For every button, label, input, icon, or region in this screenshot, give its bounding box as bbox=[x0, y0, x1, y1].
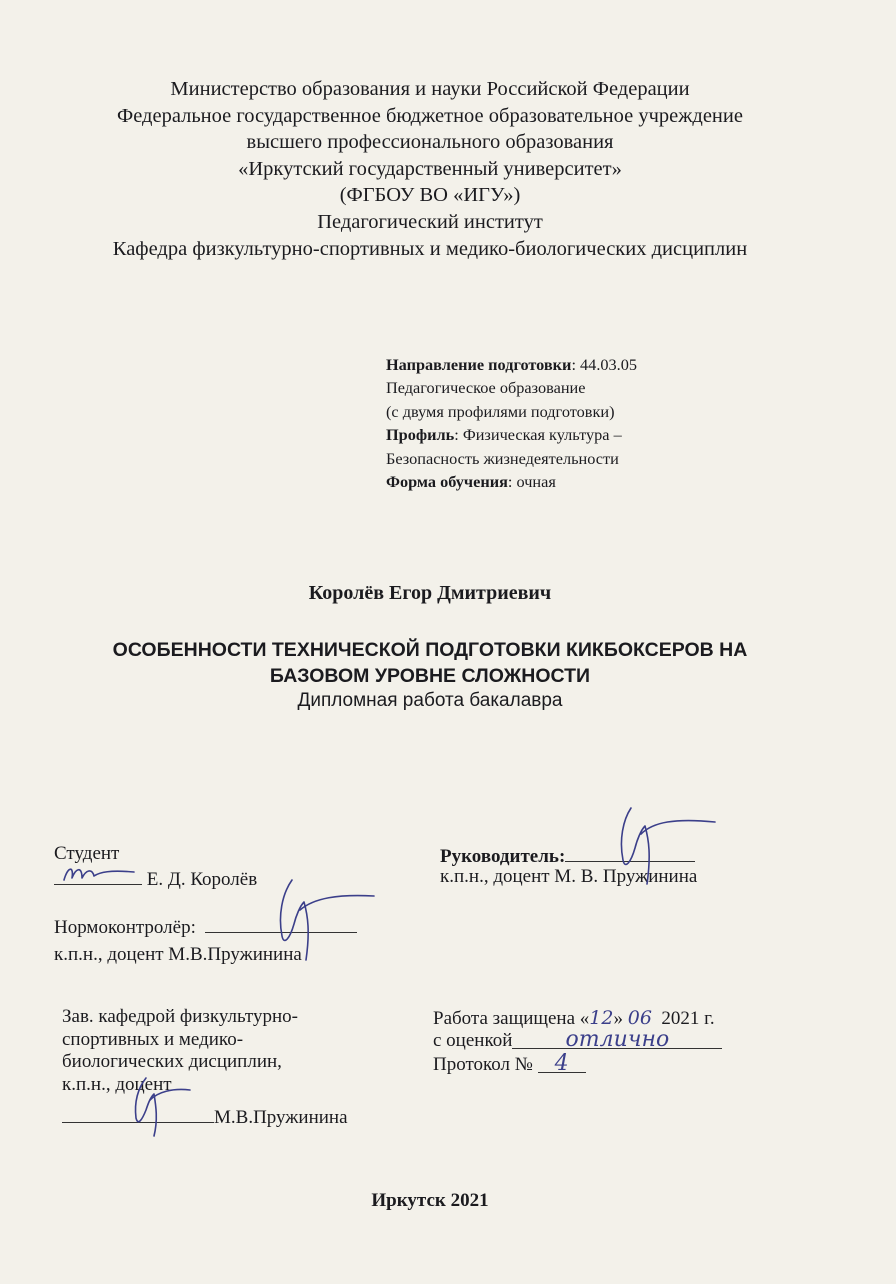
head-name: М.В.Пружинина bbox=[214, 1107, 348, 1128]
profile-label: Профиль bbox=[386, 425, 455, 445]
profile-line-2: Безопасность жизнедеятельности bbox=[386, 448, 619, 468]
author-name: Королёв Егор Дмитриевич bbox=[308, 582, 552, 604]
institution-header bbox=[0, 76, 860, 262]
study-details bbox=[386, 353, 637, 493]
city-year: Иркутск 2021 bbox=[371, 1190, 489, 1211]
supervisor-signature-icon bbox=[605, 800, 725, 890]
ministry-line: Министерство образования и науки Российской Федерации bbox=[170, 78, 690, 100]
head-signature-line bbox=[62, 1104, 348, 1129]
defense-year: 2021 г. bbox=[661, 1008, 715, 1029]
normcontrol-name: к.п.н., доцент М.В.Пружинина bbox=[54, 944, 302, 965]
grade-label: с оценкой bbox=[433, 1030, 513, 1051]
profile-line bbox=[386, 423, 637, 446]
grade-line bbox=[433, 1027, 722, 1052]
supervisor-name: к.п.н., доцент М. В. Пружинина bbox=[440, 866, 698, 887]
institution-type-line: Федеральное государственное бюджетное образовательное учреждение bbox=[117, 104, 743, 127]
protocol-label: Протокол № bbox=[433, 1054, 533, 1075]
direction-profiles-note: (с двумя профилями подготовки) bbox=[386, 401, 615, 421]
university-abbr-line: (ФГБОУ ВО «ИГУ») bbox=[339, 184, 521, 207]
student-label: Студент bbox=[54, 843, 120, 864]
thesis-title-line-1: ОСОБЕННОСТИ ТЕХНИЧЕСКОЙ ПОДГОТОВКИ КИКБОКСЕРОВ НА bbox=[112, 639, 748, 661]
education-level-line: высшего профессионального образования bbox=[246, 131, 614, 154]
head-signature-icon bbox=[118, 1072, 198, 1142]
head-position-line-2: спортивных и медико- bbox=[62, 1028, 244, 1050]
study-form-label: Форма обучения bbox=[386, 472, 508, 492]
head-position-line-1: Зав. кафедрой физкультурно- bbox=[62, 1006, 298, 1027]
work-type: Дипломная работа бакалавра bbox=[297, 690, 563, 711]
supervisor-label: Руководитель: bbox=[440, 846, 566, 867]
normcontrol-label: Нормоконтролёр: bbox=[54, 917, 196, 938]
grade-value: отлично bbox=[565, 1027, 670, 1052]
study-form-line bbox=[386, 470, 637, 493]
direction-code: : 44.03.05 bbox=[571, 355, 638, 374]
head-position-line-3: биологических дисциплин, bbox=[62, 1051, 282, 1073]
head-degree-line: к.п.н., доцент bbox=[62, 1073, 172, 1095]
direction-label: Направление подготовки bbox=[386, 355, 572, 374]
grade-field bbox=[512, 1027, 722, 1052]
defense-day: 12 bbox=[589, 1007, 614, 1029]
student-name: Е. Д. Королёв bbox=[142, 869, 258, 890]
university-name-line: «Иркутский государственный университет» bbox=[238, 157, 622, 180]
protocol-line bbox=[433, 1051, 586, 1076]
defense-mid: » bbox=[613, 1008, 623, 1029]
defense-month: 06 bbox=[627, 1007, 652, 1029]
department-line: Кафедра физкультурно-спортивных и медико-биологических дисциплин bbox=[112, 237, 748, 260]
protocol-number: 4 bbox=[554, 1051, 569, 1076]
study-form-value: : очная bbox=[507, 472, 556, 492]
profile-value: : Физическая культура – bbox=[454, 425, 622, 445]
protocol-field bbox=[538, 1051, 586, 1076]
defense-prefix: Работа защищена « bbox=[433, 1008, 590, 1029]
normcontrol-signature-icon bbox=[262, 874, 382, 964]
thesis-title bbox=[0, 637, 860, 689]
direction-name: Педагогическое образование bbox=[386, 378, 586, 398]
thesis-title-line-2: БАЗОВОМ УРОВНЕ СЛОЖНОСТИ bbox=[269, 665, 591, 687]
institute-line: Педагогический институт bbox=[317, 210, 543, 233]
student-signature-icon bbox=[60, 860, 140, 888]
direction-line bbox=[386, 353, 637, 376]
